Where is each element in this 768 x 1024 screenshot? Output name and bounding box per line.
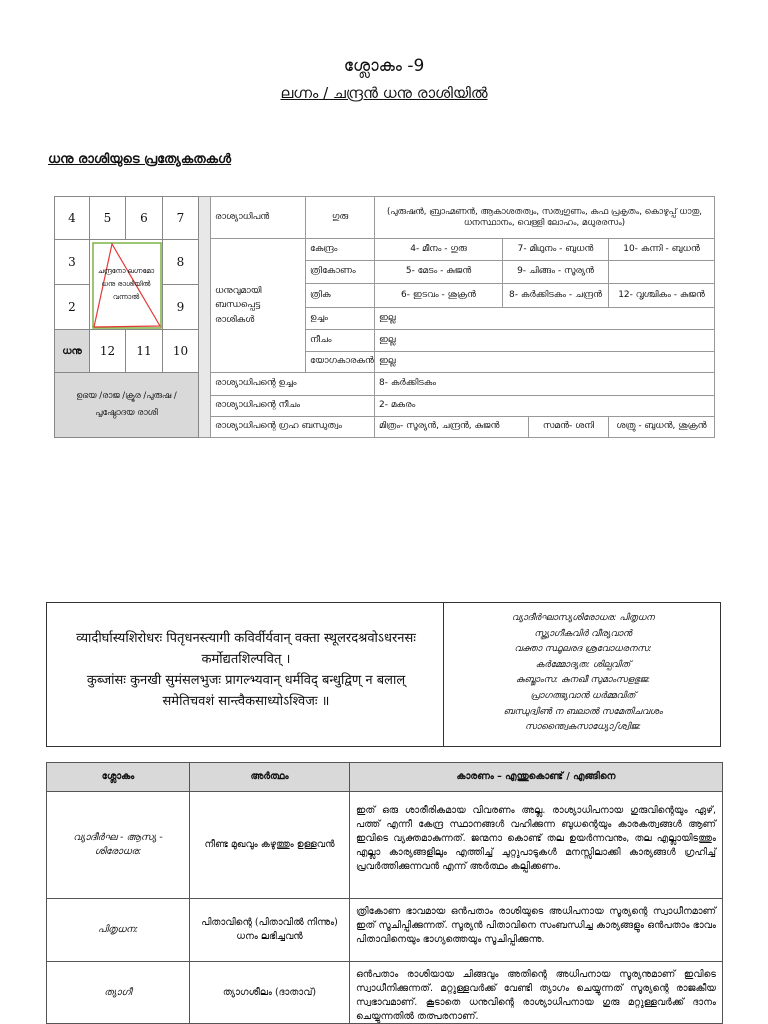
chart-house-5: 5 xyxy=(89,196,126,240)
relation-enemies: ശത്രു - ബുധൻ, ശുക്രൻ xyxy=(608,416,715,438)
relation-neutral: സമൻ- ശനി xyxy=(528,416,609,438)
chart-house-7: 7 xyxy=(162,196,199,240)
row-2-shloka: പിതൃധന: xyxy=(46,898,190,962)
lord-neecha-label: രാശ്യാധിപന്റെ നീചം xyxy=(210,395,375,417)
row-2-reason: ത്രികോണ ഭാവമായ ഒൻപതാം രാശിയുടെ അധിപനായ സൂര്യന്റെ സ്വാധീനമാണ് ഇത് സൂചിപ്പിക്കുന്നത്. സൂര്യൻ പിതാവിനെ സംബന്ധിച്ച കാര്യങ്ങളും ഒൻപതാം ഭാവം പിതാവിനെയും ഭാഗ്യത്തെയും സൂചിപ്പിക്കുന്നു. xyxy=(349,898,723,962)
chart-house-9: 9 xyxy=(162,284,199,330)
malayalam-line: കർമ്മോദ്യത: ശില്പവിത് xyxy=(535,659,631,670)
header-meaning: അർത്ഥം xyxy=(189,762,350,792)
trika-2: 8- കർക്കിടകം - ചന്ദ്രൻ xyxy=(502,283,609,308)
chart-house-8: 8 xyxy=(162,239,199,285)
row-1-reason: ഇത് ഒരു ശാരീരികമായ വിവരണം അല്ല. രാശ്യാധിപനായ ഗുരുവിന്റെയും ഏഴ്, പത്ത് എന്നീ കേന്ദ്ര സ്ഥാനങ്ങൾ വഹിക്കുന്ന ബുധന്റെയും കാരകത്വങ്ങൾ ആണ് ഇവിടെ വ്യക്തമാകുന്നത്. ജന്മനാ കൊണ്ട് തല ഉയർന്നവനും, തല എല്ലായിടത്തും എല്ലാ കാര്യങ്ങളിലും എത്തിച്ച് ചുറ്റുപാടുകൾ മനസ്സിലാക്കി കാര്യങ്ങൾ ഗ്രഹിച്ച് പ്രവർത്തിക്കുന്നവൻ എന്ന് അർത്ഥം കല്പിക്കണം. xyxy=(349,791,723,899)
chart-caption: ഉഭയ /രാജ /ക്രൂര /പുരുഷ /പൃഷ്ഠോദയ രാശി xyxy=(54,372,199,438)
trika-3: 12- വൃശ്ചികം - കുജൻ xyxy=(608,283,715,308)
row-3-meaning: ത്യാഗശീലം (ദാതാവ്) xyxy=(189,961,350,1024)
row-2-meaning: പിതാവിന്റെ (പിതാവിൽ നിന്നും) ധനം ലഭിച്ചവൻ xyxy=(189,898,350,962)
kendra-2: 7- മിഥുനം - ബുധൻ xyxy=(502,238,609,261)
lord-uchcha-label: രാശ്യാധിപന്റെ ഉച്ചം xyxy=(210,372,375,396)
neecha-value: ഇല്ല xyxy=(374,329,715,352)
kendra-3: 10- കന്നി - ബുധൻ xyxy=(608,238,715,261)
row-3-reason: ഒൻപതാം രാശിയായ ചിങ്ങവും അതിന്റെ അധിപനായ സൂര്യനുമാണ് ഇവിടെ സ്വാധീനിക്കുന്നത്. മറ്റുള്ളവർക്ക് വേണ്ടി ത്യാഗം ചെയ്യുന്നത് സൂര്യന്റെ രാജകീയ സ്വഭാവമാണ്. കൂടാതെ ധനുവിന്റെ രാശ്യാധിപനായ ഗുരു മറ്റുള്ളവർക്ക് ദാനം ചെയ്യുന്നതിൽ തത്പരനാണ്. xyxy=(349,961,723,1024)
row-1-shloka: വ്യാദീർഘ - ആസ്യ - ശിരോധര: xyxy=(46,791,190,899)
lord-uchcha-value: 8- കർക്കിടകം xyxy=(374,372,715,396)
header-reason: കാരണം – എന്തുകൊണ്ട് / എങ്ങിനെ xyxy=(349,762,723,792)
lord-value: ഗുരു xyxy=(305,196,375,239)
header-shloka: ശ്ലോകം xyxy=(46,762,190,792)
lord-traits: (പുരുഷൻ, ബ്രാഹ്മണൻ, ആകാശതത്വം, സത്വഗുണം, കഫ പ്രകൃതം, കൊഴുപ്പ് ധാതു, ധനസ്ഥാനം, വെള്ളി ലോഹം, മധുരരസം) xyxy=(374,196,715,239)
malayalam-line: കുബ്ജാംസ: കുനഖീ സുമാംസളഭുജ: xyxy=(515,675,651,686)
malayalam-line: പ്രാഗത്ഭ്യവാൻ ധർമ്മവിത് xyxy=(530,690,636,701)
sanskrit-line: समेतिचवशं सान्त्वैकसाध्योऽश्विजः ॥ xyxy=(162,694,330,709)
lord-neecha-value: 2- മകരം xyxy=(374,395,715,417)
chart-house-10: 10 xyxy=(162,329,199,373)
chart-house-2: 2 xyxy=(54,284,90,330)
malayalam-shloka xyxy=(452,611,714,736)
yogakaraka-label: യോഗകാരകൻ xyxy=(305,351,375,373)
malayalam-line: സാന്ത്വൈകസാധ്യോഽശ്വിജ: xyxy=(524,722,642,733)
page-title: ശ്ലോകം -9 xyxy=(343,56,425,76)
kendra-1: 4- മീനം - ഗുരു xyxy=(374,238,503,261)
sanskrit-line: कुब्जांसः कुनखी सुमंसलभुजः प्रागल्भ्यवान् धर्मविद् बन्धुद्विण् न बलाल् xyxy=(86,673,406,688)
chart-house-4: 4 xyxy=(54,196,90,240)
chart-house-dhanu: ധനു xyxy=(54,329,90,373)
trikona-1: 5- മേടം - കുജൻ xyxy=(374,260,503,284)
chart-separator xyxy=(199,196,210,438)
trikona-3 xyxy=(608,260,715,284)
chart-house-11: 11 xyxy=(125,329,163,373)
chart-center-text: ചന്ദ്രനോ ലഗ്നമോ ധനു രാശിയിൽ വന്നാൽ xyxy=(97,267,155,301)
section-heading: ധനു രാശിയുടെ പ്രത്യേകതകൾ xyxy=(48,152,232,167)
sanskrit-line: व्यादीर्घास्यशिरोधरः पितृधनस्त्यागी कविर्वीर्यवान् वक्ता स्थूलरदश्रवोऽधरनसः xyxy=(76,631,416,646)
trikona-2: 9- ചിങ്ങം - സൂര്യൻ xyxy=(502,260,609,284)
trikona-label: ത്രികോണം xyxy=(305,260,375,284)
chart-center xyxy=(89,239,163,330)
neecha-label: നീചം xyxy=(305,329,375,352)
row-1-meaning: നീണ്ട മുഖവും കഴുത്തും ഉള്ളവൻ xyxy=(189,791,350,899)
relation-friends: മിത്രം- സൂര്യൻ, ചന്ദ്രൻ, കുജൻ xyxy=(374,416,529,438)
sanskrit-shloka xyxy=(56,628,436,712)
malayalam-line: വ്യാദീർഘാസ്യശിരോധര: പിതൃധന xyxy=(511,613,655,623)
relation-label: രാശ്യാധിപന്റെ ഗ്രഹ ബന്ധുത്വം xyxy=(210,416,375,438)
uchcha-value: ഇല്ല xyxy=(374,307,715,330)
kendra-label: കേന്ദ്രം xyxy=(305,238,375,261)
malayalam-line: വക്താ സ്ഥൂലരദ ശ്രവോധരനസ: xyxy=(514,644,652,655)
page-subtitle: ലഗ്നം / ചന്ദ്രൻ ധനു രാശിയിൽ xyxy=(280,84,488,102)
malayalam-line: ബന്ധുദ്വിൺ ന ബലാൽ സമേതിചവശം xyxy=(503,706,663,717)
sanskrit-line: कर्मोद्यतशिल्पवित् । xyxy=(201,652,291,667)
shloka-divider xyxy=(443,602,444,747)
related-rasis-label: ധനുവുമായി ബന്ധപ്പെട്ട രാശികൾ xyxy=(210,238,306,373)
chart-house-12: 12 xyxy=(89,329,126,373)
chart-house-6: 6 xyxy=(125,196,163,240)
lord-label: രാശ്യാധിപൻ xyxy=(210,196,306,239)
uchcha-label: ഉച്ചം xyxy=(305,307,375,330)
yogakaraka-value: ഇല്ല xyxy=(374,351,715,373)
trika-1: 6- ഇടവം - ശുക്രൻ xyxy=(374,283,503,308)
chart-house-3: 3 xyxy=(54,239,90,285)
trika-label: ത്രിക xyxy=(305,283,375,308)
malayalam-line: സ്ത്യാഗീകവിർ വീര്യവാൻ xyxy=(534,628,632,639)
row-3-shloka: ത്യാഗീ xyxy=(46,961,190,1024)
